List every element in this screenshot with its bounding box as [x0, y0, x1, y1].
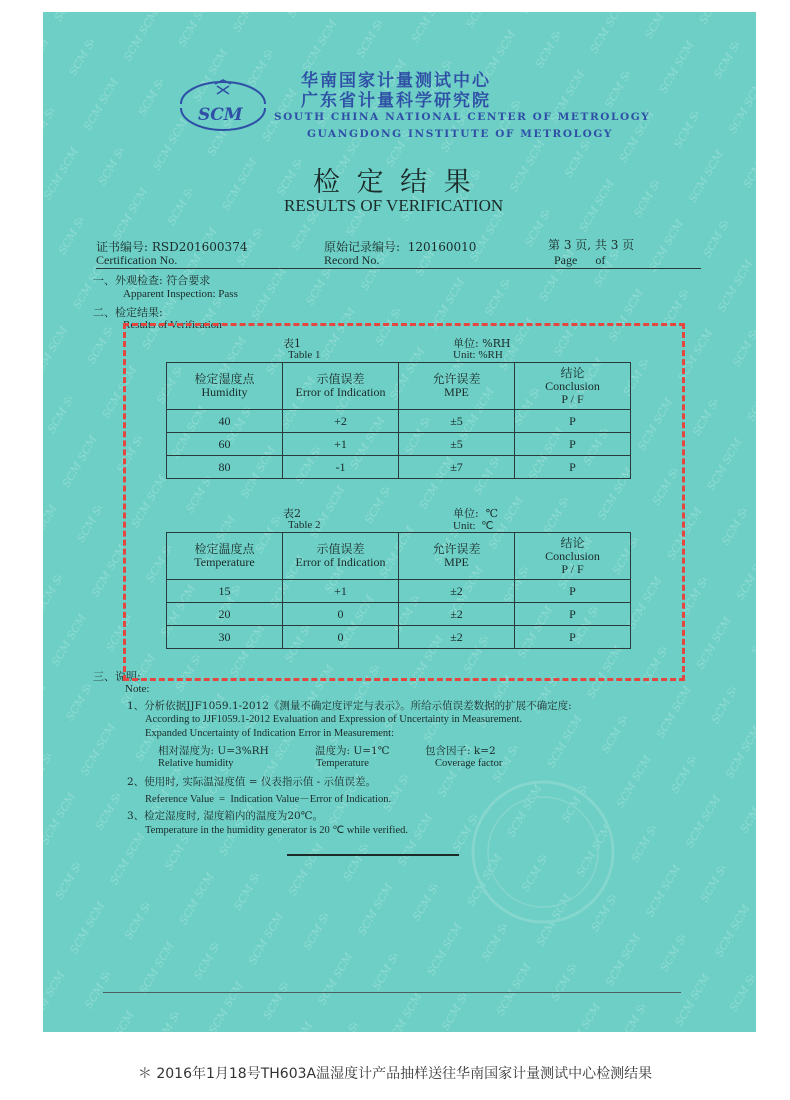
table1-title-cn: 表1 [283, 337, 301, 350]
table2-unit-cn: 单位: ℃ [453, 507, 499, 520]
note-2-cn: 2、使用时, 实际温湿度值 = 仪表指示值 - 示值误差。 [127, 776, 377, 788]
note-1-rh-en: Relative humidity [158, 758, 234, 769]
table1-unit-en: Unit: %RH [453, 349, 503, 361]
section-1-en: Apparent Inspection: Pass [123, 288, 238, 300]
note-1-en-1: According to JJF1059.1-2012 Evaluation and Expression of Uncertainty in Measurement. [145, 714, 523, 725]
table-row: 40 +2 ±5 P [167, 410, 631, 433]
header-cell: 允许误差 MPE [399, 533, 515, 580]
header-cell: 允许误差 MPE [399, 363, 515, 410]
page-title-cn: 检 定 结 果 [313, 167, 475, 198]
org-name-cn-1: 华南国家计量测试中心 [301, 71, 491, 91]
table-row: 30 0 ±2 P [167, 626, 631, 649]
table1-unit-cn: 单位: %RH [453, 337, 511, 350]
note-1-k-en: Coverage factor [435, 758, 503, 769]
section-2-cn: 二、检定结果: [93, 306, 163, 319]
header-cell: 检定湿度点 Humidity [167, 363, 283, 410]
caption: ＊ 2016年1月18号TH603A温湿度计产品抽样送往华南国家计量测试中心检测结果 [137, 1066, 653, 1082]
header-cell: 结论 Conclusion P / F [515, 533, 631, 580]
table2-title-en: Table 2 [288, 519, 321, 531]
section-3-cn: 三、说明: [93, 670, 141, 683]
table-row: 20 0 ±2 P [167, 603, 631, 626]
header-cell: 检定温度点 Temperature [167, 533, 283, 580]
org-name-en-2: GUANGDONG INSTITUTE OF METROLOGY [307, 128, 614, 140]
org-name-en-1: SOUTH CHINA NATIONAL CENTER OF METROLOGY [274, 111, 651, 123]
section-1-cn: 一、外观检查: 符合要求 [93, 274, 211, 287]
note-2-en: Reference Value = Indication Value－Error of Indication. [145, 794, 392, 805]
table-row: 15 +1 ±2 P [167, 580, 631, 603]
page-title-en: RESULTS OF VERIFICATION [284, 196, 504, 215]
highlight-dashed-box [123, 323, 685, 681]
table1-title-en: Table 1 [288, 349, 321, 361]
record-no-label-cn: 原始记录编号: 120160010 [324, 240, 477, 254]
section-2-en: Results of Verification [123, 319, 222, 331]
section-3-en: Note: [125, 683, 150, 695]
note-1-cn: 1、分析依据JJF1059.1-2012《测量不确定度评定与表示》。所给示值误差数据的扩展不确定度: [127, 700, 572, 712]
page-indicator-en: Page of [554, 253, 606, 267]
note-3-en: Temperature in the humidity generator is 20 ℃ while verified. [145, 825, 408, 836]
note-1-k-cn: 包含因子: k=2 [425, 745, 496, 757]
table-row: 60 +1 ±5 P [167, 433, 631, 456]
header-cell: 示值误差 Error of Indication [283, 533, 399, 580]
note-1-t-cn: 温度为: U=1℃ [315, 745, 390, 757]
record-no: 120160010 [407, 240, 477, 254]
cert-no: RSD201600374 [151, 240, 248, 254]
note-1-rh-cn: 相对湿度为: U=3%RH [158, 745, 269, 757]
note-1-en-2: Expanded Uncertainty of Indication Error in Measurement: [145, 728, 394, 739]
note-3-cn: 3、检定湿度时, 湿度箱内的温度为20℃。 [127, 810, 323, 822]
table2-title-cn: 表2 [283, 507, 301, 520]
cert-no-label-en: Certification No. [96, 253, 178, 267]
end-rule [287, 854, 459, 856]
header-divider [96, 268, 701, 269]
header-cell: 示值误差 Error of Indication [283, 363, 399, 410]
footer-rule [103, 992, 681, 993]
logo-text: SCM [198, 105, 243, 125]
page-indicator-cn: 第 3 页, 共 3 页 [548, 238, 635, 252]
record-no-label-en: Record No. [324, 253, 380, 267]
cert-no-label-cn: 证书编号: RSD201600374 [96, 240, 248, 254]
org-name-cn-2: 广东省计量科学研究院 [301, 91, 491, 111]
table2-unit-en: Unit: ℃ [453, 520, 494, 532]
note-1-t-en: Temperature [316, 758, 369, 769]
header-cell: 结论 Conclusion P / F [515, 363, 631, 410]
table-row: 80 -1 ±7 P [167, 456, 631, 479]
